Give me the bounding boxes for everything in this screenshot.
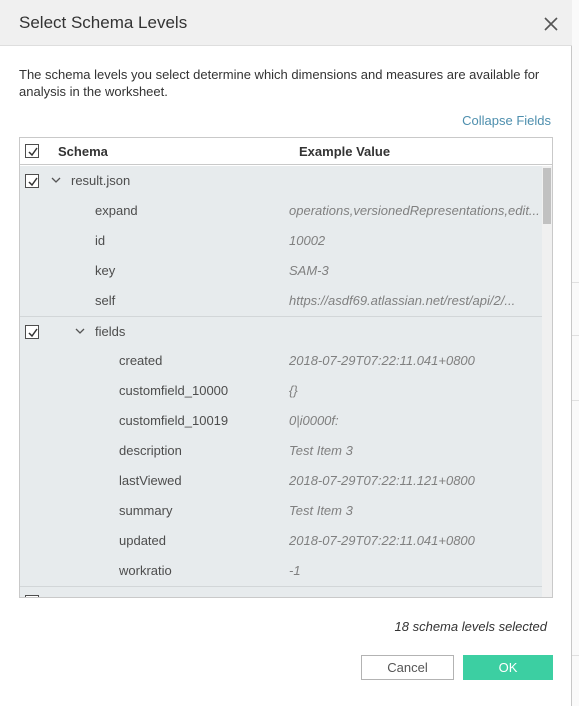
table-row <box>20 496 542 526</box>
grid-body <box>20 166 542 598</box>
group-checkbox[interactable] <box>25 174 39 188</box>
checkmark-icon <box>27 146 39 158</box>
table-row <box>20 286 542 316</box>
field-example-value: 10002 <box>289 233 326 248</box>
field-example-value: Test Item 3 <box>289 443 353 458</box>
table-row <box>20 196 542 226</box>
field-example-value: Test Item 3 <box>289 503 353 518</box>
field-example-value: 2018-07-29T07:22:11.041+0800 <box>289 533 475 548</box>
grid-header <box>20 138 552 165</box>
field-example-value: 0|i0000f: <box>289 413 339 428</box>
field-name: self <box>95 293 116 308</box>
column-header-example-value: Example Value <box>299 144 391 159</box>
collapse-fields-link[interactable]: Collapse Fields <box>462 113 551 128</box>
group-name: fields <box>95 324 126 339</box>
column-header-schema: Schema <box>58 144 108 159</box>
background-app-edge <box>571 0 579 706</box>
group-checkbox[interactable] <box>25 595 39 598</box>
chevron-down-icon[interactable] <box>75 327 85 335</box>
select-all-checkbox[interactable] <box>25 144 39 158</box>
field-example-value: 2018-07-29T07:22:11.041+0800 <box>289 353 475 368</box>
field-example-value: operations,versionedRepresentations,edit... <box>289 203 540 218</box>
scrollbar-thumb[interactable] <box>543 168 551 224</box>
field-example-value: https://asdf69.atlassian.net/rest/api/2/... <box>289 293 516 308</box>
table-row <box>20 556 542 586</box>
background-divider <box>572 400 579 401</box>
background-divider <box>572 282 579 283</box>
checkmark-icon <box>27 327 39 339</box>
schema-grid <box>19 137 553 598</box>
group-checkbox[interactable] <box>25 325 39 339</box>
field-name: lastViewed <box>119 473 182 488</box>
dialog-header <box>0 0 572 46</box>
dialog-description: The schema levels you select determine which dimensions and measures are available for analysis in the worksheet. <box>19 67 540 99</box>
field-name: summary <box>119 503 173 518</box>
field-name: workratio <box>119 563 172 578</box>
vertical-scrollbar[interactable] <box>542 166 552 598</box>
field-example-value: SAM-3 <box>289 263 329 278</box>
close-icon <box>541 14 561 34</box>
table-row <box>20 376 542 406</box>
checkmark-icon <box>27 176 39 188</box>
table-row <box>20 226 542 256</box>
group-name: result.json <box>71 173 131 188</box>
field-name: description <box>119 443 182 458</box>
group-row-fields[interactable] <box>20 316 542 346</box>
table-row <box>20 346 542 376</box>
group-row-partial[interactable] <box>20 586 542 598</box>
chevron-down-icon[interactable] <box>51 176 61 184</box>
table-row <box>20 436 542 466</box>
background-divider <box>572 655 579 656</box>
table-row <box>20 526 542 556</box>
field-example-value: 2018-07-29T07:22:11.121+0800 <box>289 473 475 488</box>
field-name: id <box>95 233 106 248</box>
field-name: updated <box>119 533 166 548</box>
dialog-title: Select Schema Levels <box>19 13 188 32</box>
field-name: customfield_10019 <box>119 413 229 428</box>
field-name: expand <box>95 203 138 218</box>
close-button[interactable] <box>541 14 561 34</box>
cancel-button[interactable]: Cancel <box>361 655 454 680</box>
field-name: customfield_10000 <box>119 383 229 398</box>
table-row <box>20 256 542 286</box>
field-name: created <box>119 353 163 368</box>
field-example-value: -1 <box>289 563 301 578</box>
table-row <box>20 406 542 436</box>
background-divider <box>572 335 579 336</box>
selection-status: 18 schema levels selected <box>394 619 547 634</box>
table-row <box>20 466 542 496</box>
field-example-value: {} <box>289 383 298 398</box>
field-name: key <box>95 263 116 278</box>
group-row-result-json[interactable] <box>20 166 542 196</box>
ok-button[interactable]: OK <box>463 655 553 680</box>
